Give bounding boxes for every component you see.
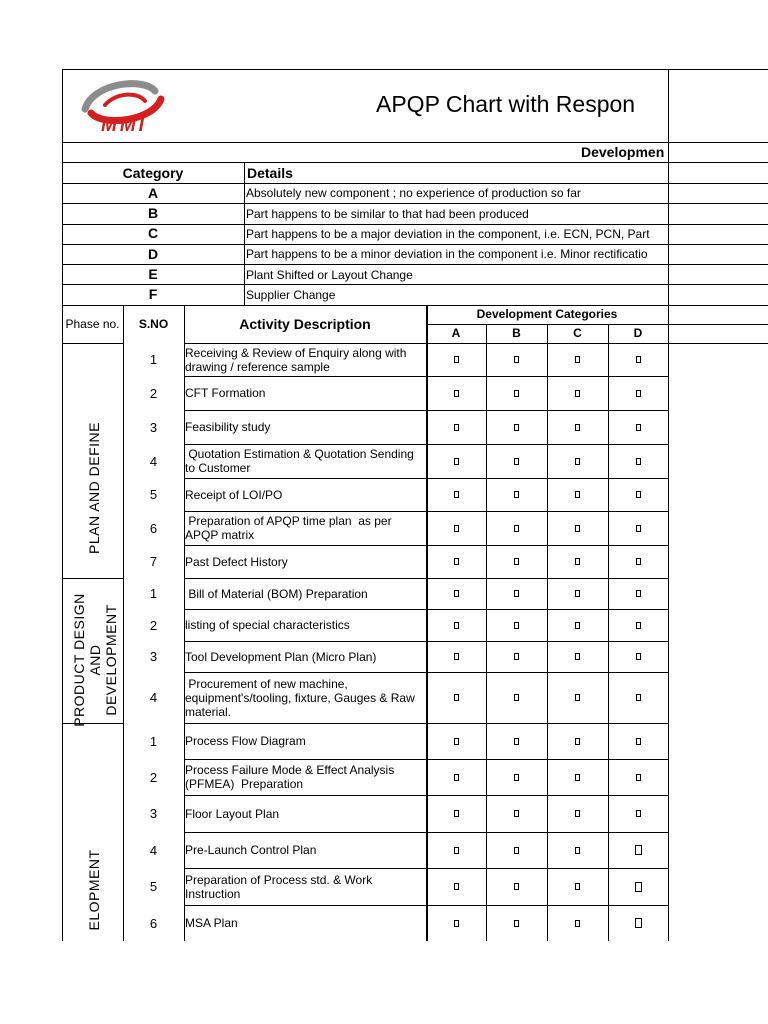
- checkbox-icon[interactable]: [575, 810, 580, 817]
- activity-description-header: Activity Description: [239, 316, 371, 332]
- grid-line: [184, 759, 426, 760]
- checkbox-icon[interactable]: [454, 920, 459, 927]
- activity-description: Preparation of Process std. & Work Instruction: [185, 872, 376, 901]
- grid-line: [426, 324, 768, 325]
- checkbox-icon[interactable]: [636, 458, 641, 465]
- grid-line: [62, 284, 768, 285]
- checkbox-icon[interactable]: [575, 491, 580, 498]
- sno-cell: 2: [149, 769, 158, 785]
- sno-cell: 6: [149, 520, 158, 536]
- column-header-b: B: [512, 326, 521, 340]
- checkbox-icon[interactable]: [514, 883, 519, 890]
- checkbox-icon[interactable]: [575, 558, 580, 565]
- checkbox-icon[interactable]: [575, 622, 580, 629]
- activity-description: Floor Layout Plan: [185, 806, 280, 821]
- activity-description: Process Flow Diagram: [185, 734, 306, 748]
- checkbox-icon[interactable]: [454, 424, 459, 431]
- details-header: Details: [247, 165, 293, 181]
- apqp-sheet: [62, 69, 768, 941]
- grid-line: [184, 305, 185, 941]
- mmi-logo-icon: [75, 77, 171, 139]
- checkbox-icon[interactable]: [575, 525, 580, 532]
- checkbox-icon[interactable]: [575, 738, 580, 745]
- sno-cell: 4: [149, 690, 158, 705]
- column-header-a: A: [451, 326, 461, 340]
- grid-line: [426, 305, 428, 941]
- activity-description: CFT Formation: [185, 386, 266, 400]
- sno-cell: 1: [149, 733, 158, 749]
- checkbox-icon[interactable]: [454, 525, 459, 532]
- grid-line: [184, 410, 426, 411]
- grid-line: [184, 832, 426, 833]
- grid-line: [123, 305, 124, 941]
- grid-line: [62, 162, 768, 163]
- checkbox-icon[interactable]: [636, 653, 641, 660]
- checkbox-icon[interactable]: [514, 622, 519, 629]
- grid-line: [62, 142, 768, 143]
- checkbox-icon[interactable]: [514, 774, 519, 781]
- checkbox-icon[interactable]: [454, 458, 459, 465]
- grid-line: [62, 305, 768, 306]
- sno-cell: 7: [149, 554, 158, 569]
- activity-description: Feasibility study: [185, 420, 271, 434]
- grid-line: [62, 343, 123, 344]
- checkbox-icon[interactable]: [635, 918, 642, 928]
- checkbox-icon[interactable]: [514, 458, 519, 465]
- checkbox-icon[interactable]: [454, 847, 459, 854]
- sno-cell: 4: [149, 842, 158, 858]
- sno-cell: 5: [149, 879, 158, 894]
- grid-line: [184, 641, 426, 642]
- grid-line: [62, 183, 768, 184]
- sno-cell: 3: [149, 649, 158, 664]
- checkbox-icon[interactable]: [575, 847, 580, 854]
- checkbox-icon[interactable]: [575, 653, 580, 660]
- sno-cell: 4: [149, 453, 158, 469]
- grid-line: [184, 905, 426, 906]
- grid-line: [62, 69, 768, 70]
- development-header: Developmen: [581, 144, 665, 160]
- phase-label-line: PRODUCT DESIGN: [71, 593, 87, 727]
- grid-line: [486, 324, 487, 941]
- grid-line: [184, 478, 426, 479]
- category-letter: E: [148, 266, 158, 282]
- checkbox-icon[interactable]: [636, 590, 641, 597]
- activity-description: Procurement of new machine, equipment's/tooling, fixture, Gauges & Raw material.: [185, 676, 419, 719]
- checkbox-icon[interactable]: [454, 390, 459, 397]
- sno-cell: 6: [149, 915, 158, 931]
- page-title: APQP Chart with Respon: [376, 91, 636, 117]
- checkbox-icon[interactable]: [514, 590, 519, 597]
- sno-cell: 3: [149, 419, 158, 435]
- category-letter: B: [147, 205, 159, 221]
- activity-description: Past Defect History: [185, 554, 288, 569]
- checkbox-icon[interactable]: [454, 738, 459, 745]
- category-details: Part happens to be similar to that had been produced: [246, 207, 529, 221]
- sno-cell: 2: [149, 385, 158, 401]
- grid-line: [62, 578, 123, 579]
- category-header: Category: [122, 165, 184, 181]
- grid-line: [62, 723, 123, 724]
- grid-line: [184, 672, 426, 673]
- development-categories-header: Development Categories: [476, 307, 618, 321]
- checkbox-icon[interactable]: [514, 491, 519, 498]
- checkbox-icon[interactable]: [454, 694, 459, 701]
- checkbox-icon[interactable]: [636, 774, 641, 781]
- category-details: Plant Shifted or Layout Change: [246, 268, 413, 282]
- activity-description: listing of special characteristics: [185, 618, 350, 632]
- activity-description: Preparation of APQP time plan as per APQP matrix: [185, 514, 395, 542]
- category-details: Supplier Change: [246, 288, 336, 302]
- checkbox-icon[interactable]: [636, 491, 641, 498]
- grid-line: [244, 162, 245, 305]
- checkbox-icon[interactable]: [454, 356, 459, 363]
- grid-line: [184, 376, 426, 377]
- checkbox-icon[interactable]: [514, 356, 519, 363]
- column-header-c: C: [573, 326, 582, 340]
- grid-line: [184, 609, 426, 610]
- checkbox-icon[interactable]: [636, 390, 641, 397]
- checkbox-icon[interactable]: [454, 590, 459, 597]
- grid-line: [184, 795, 426, 796]
- activity-description: Receipt of LOI/PO: [185, 487, 283, 502]
- category-letter: C: [147, 225, 159, 241]
- grid-line: [62, 224, 768, 225]
- checkbox-icon[interactable]: [636, 356, 641, 363]
- sno-cell: 5: [149, 487, 158, 502]
- activity-description: Bill of Material (BOM) Preparation: [185, 586, 368, 601]
- category-details: Absolutely new component ; no experience of production so far: [246, 186, 581, 200]
- phase-label-development: ELOPMENT: [86, 849, 102, 931]
- grid-line: [608, 324, 609, 941]
- checkbox-icon[interactable]: [454, 810, 459, 817]
- activity-description: Process Failure Mode & Effect Analysis (PFMEA) Preparation: [185, 763, 398, 791]
- checkbox-icon[interactable]: [575, 590, 580, 597]
- checkbox-icon[interactable]: [514, 694, 519, 701]
- checkbox-icon[interactable]: [636, 694, 641, 701]
- sno-cell: 3: [149, 806, 158, 821]
- grid-line: [184, 343, 426, 344]
- checkbox-icon[interactable]: [575, 356, 580, 363]
- logo-text: MMI: [101, 115, 147, 136]
- checkbox-icon[interactable]: [514, 525, 519, 532]
- checkbox-icon[interactable]: [514, 847, 519, 854]
- checkbox-icon[interactable]: [635, 845, 642, 855]
- checkbox-icon[interactable]: [636, 558, 641, 565]
- checkbox-icon[interactable]: [636, 622, 641, 629]
- checkbox-icon[interactable]: [454, 491, 459, 498]
- checkbox-icon[interactable]: [636, 525, 641, 532]
- sno-cell: 2: [149, 617, 158, 633]
- grid-line: [62, 69, 63, 941]
- activity-description: Quotation Estimation & Quotation Sending to Customer: [185, 447, 418, 475]
- category-letter: F: [148, 286, 158, 302]
- checkbox-icon[interactable]: [514, 738, 519, 745]
- checkbox-icon[interactable]: [636, 738, 641, 745]
- checkbox-icon[interactable]: [636, 424, 641, 431]
- checkbox-icon[interactable]: [635, 882, 642, 892]
- category-details: Part happens to be a minor deviation in the component i.e. Minor rectificatio: [246, 247, 648, 261]
- checkbox-icon[interactable]: [514, 653, 519, 660]
- checkbox-icon[interactable]: [514, 424, 519, 431]
- checkbox-icon[interactable]: [454, 653, 459, 660]
- grid-line: [184, 868, 426, 869]
- checkbox-icon[interactable]: [575, 424, 580, 431]
- grid-line: [184, 578, 426, 579]
- checkbox-icon[interactable]: [454, 558, 459, 565]
- grid-line: [184, 723, 426, 724]
- category-details: Part happens to be a major deviation in the component, i.e. ECN, PCN, Part: [246, 227, 650, 241]
- phase-label-product-design: [71, 585, 119, 735]
- grid-line: [62, 244, 768, 245]
- activity-description: Receiving & Review of Enquiry along with drawing / reference sample: [185, 345, 410, 374]
- column-header-d: D: [633, 326, 643, 340]
- checkbox-icon[interactable]: [514, 558, 519, 565]
- checkbox-icon[interactable]: [454, 774, 459, 781]
- grid-line: [184, 545, 426, 546]
- checkbox-icon[interactable]: [454, 622, 459, 629]
- phase-label-plan-and-define: PLAN AND DEFINE: [86, 422, 102, 554]
- checkbox-icon[interactable]: [575, 694, 580, 701]
- phase-label-line: AND: [87, 644, 103, 676]
- checkbox-icon[interactable]: [575, 920, 580, 927]
- checkbox-icon[interactable]: [575, 458, 580, 465]
- checkbox-icon[interactable]: [636, 810, 641, 817]
- activity-description: MSA Plan: [185, 916, 238, 930]
- phase-no-header: Phase no.: [65, 317, 120, 331]
- category-letter: A: [147, 185, 159, 201]
- activity-description: Tool Development Plan (Micro Plan): [185, 649, 377, 664]
- phase-label-line: DEVELOPMENT: [103, 604, 119, 716]
- checkbox-icon[interactable]: [454, 883, 459, 890]
- checkbox-icon[interactable]: [575, 774, 580, 781]
- category-letter: D: [147, 246, 159, 262]
- sno-cell: 1: [149, 586, 158, 601]
- grid-line: [62, 264, 768, 265]
- checkbox-icon[interactable]: [514, 920, 519, 927]
- sno-cell: 1: [149, 352, 158, 367]
- checkbox-icon[interactable]: [575, 883, 580, 890]
- grid-line: [547, 324, 548, 941]
- grid-line: [184, 444, 426, 445]
- grid-line: [184, 511, 426, 512]
- grid-line: [62, 203, 768, 204]
- checkbox-icon[interactable]: [514, 390, 519, 397]
- activity-description: Pre-Launch Control Plan: [185, 843, 317, 857]
- grid-line: [668, 69, 669, 941]
- checkbox-icon[interactable]: [514, 810, 519, 817]
- checkbox-icon[interactable]: [575, 390, 580, 397]
- sno-header: S.NO: [138, 317, 169, 331]
